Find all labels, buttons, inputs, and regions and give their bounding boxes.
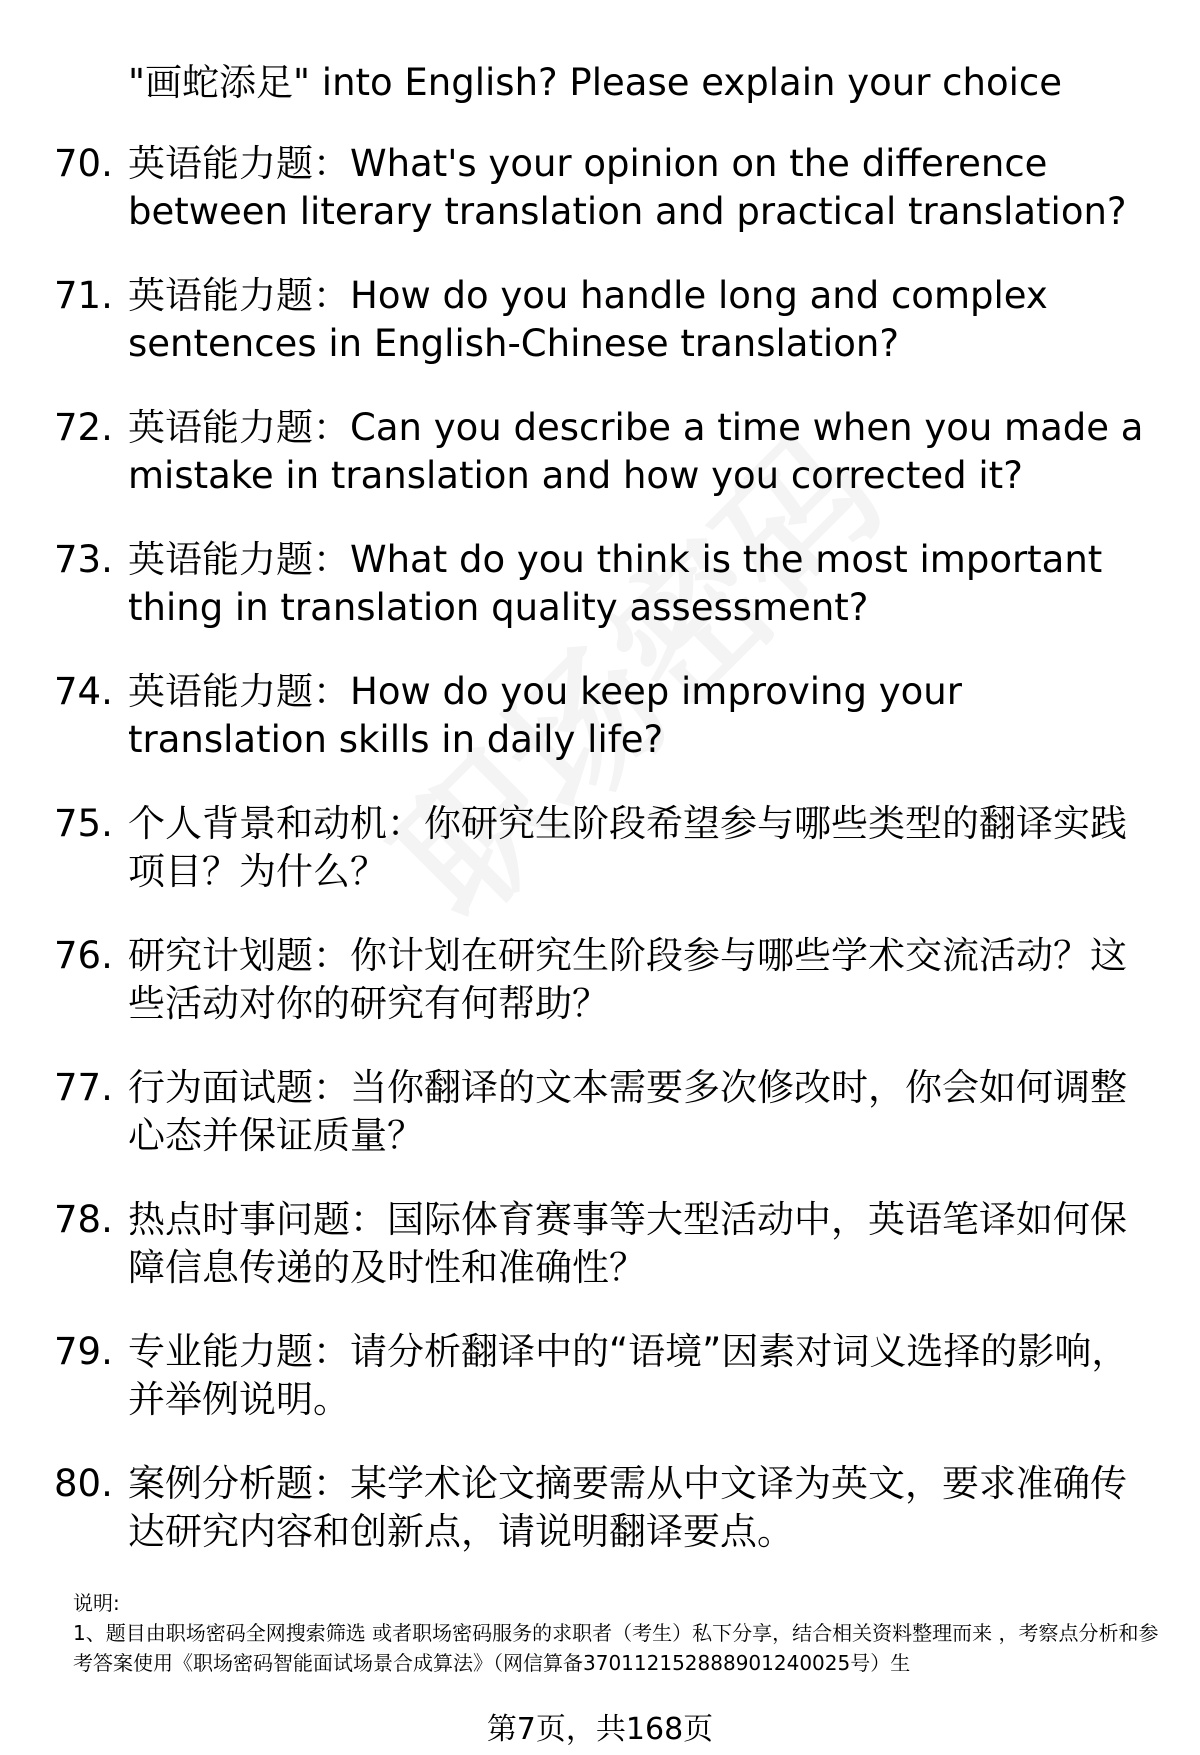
question-text: 英语能力题：What do you think is the most important thing in translation quality assessment? bbox=[128, 538, 1103, 629]
question-item bbox=[0, 1196, 1200, 1328]
question-number: 74. bbox=[54, 670, 113, 713]
question-number: 79. bbox=[54, 1330, 113, 1373]
question-number: 80. bbox=[54, 1462, 113, 1505]
question-number: 71. bbox=[54, 274, 113, 317]
question-text: 案例分析题：某学术论文摘要需从中文译为英文，要求准确传达研究内容和创新点，请说明翻译要点。 bbox=[128, 1462, 1127, 1553]
question-item bbox=[0, 404, 1200, 536]
question-item bbox=[0, 140, 1200, 272]
question-item bbox=[0, 1460, 1200, 1592]
page-number: 第7页，共168页 bbox=[486, 1712, 714, 1747]
question-item bbox=[0, 1328, 1200, 1460]
question-item bbox=[0, 932, 1200, 1064]
question-number: 76. bbox=[54, 934, 113, 977]
question-item bbox=[0, 668, 1200, 800]
question-number: 73. bbox=[54, 538, 113, 581]
question-text: 英语能力题：Can you describe a time when you made a mistake in translation and how you corrected it? bbox=[128, 406, 1144, 497]
question-item bbox=[0, 1064, 1200, 1196]
footnote bbox=[73, 1588, 1163, 1678]
question-text: 热点时事问题：国际体育赛事等大型活动中，英语笔译如何保障信息传递的及时性和准确性？ bbox=[128, 1198, 1127, 1289]
question-text: 专业能力题：请分析翻译中的“语境”因素对词义选择的影响，并举例说明。 bbox=[128, 1330, 1129, 1421]
question-text: 英语能力题：How do you keep improving your translation skills in daily life? bbox=[128, 670, 962, 761]
footnote-title: 说明: bbox=[73, 1591, 120, 1615]
question-number: 78. bbox=[54, 1198, 113, 1241]
question-text: 个人背景和动机：你研究生阶段希望参与哪些类型的翻译实践项目？为什么？ bbox=[128, 802, 1127, 893]
footnote-body: 1、题目由职场密码全网搜索筛选 或者职场密码服务的求职者（考生）私下分享，结合相关资料整理而来 ，考察点分析和参考答案使用《职场密码智能面试场景合成算法》（网信算备370112152888901240025号）生 bbox=[73, 1621, 1159, 1675]
question-text: 英语能力题：How do you handle long and complex sentences in English-Chinese translation? bbox=[128, 274, 1048, 365]
question-list bbox=[0, 140, 1200, 1592]
question-item bbox=[0, 272, 1200, 404]
question-item bbox=[0, 536, 1200, 668]
question-text: 行为面试题：当你翻译的文本需要多次修改时，你会如何调整心态并保证质量？ bbox=[128, 1066, 1127, 1157]
question-number: 70. bbox=[54, 142, 113, 185]
question-text: 研究计划题：你计划在研究生阶段参与哪些学术交流活动？这些活动对你的研究有何帮助？ bbox=[128, 934, 1127, 1025]
continued-question-text: "画蛇添足" into English? Please explain your choice bbox=[128, 61, 1062, 104]
question-text: 英语能力题：What's your opinion on the difference between literary translation and practical translation? bbox=[128, 142, 1127, 233]
question-number: 77. bbox=[54, 1066, 113, 1109]
question-number: 72. bbox=[54, 406, 113, 449]
question-number: 75. bbox=[54, 802, 113, 845]
question-item bbox=[0, 800, 1200, 932]
